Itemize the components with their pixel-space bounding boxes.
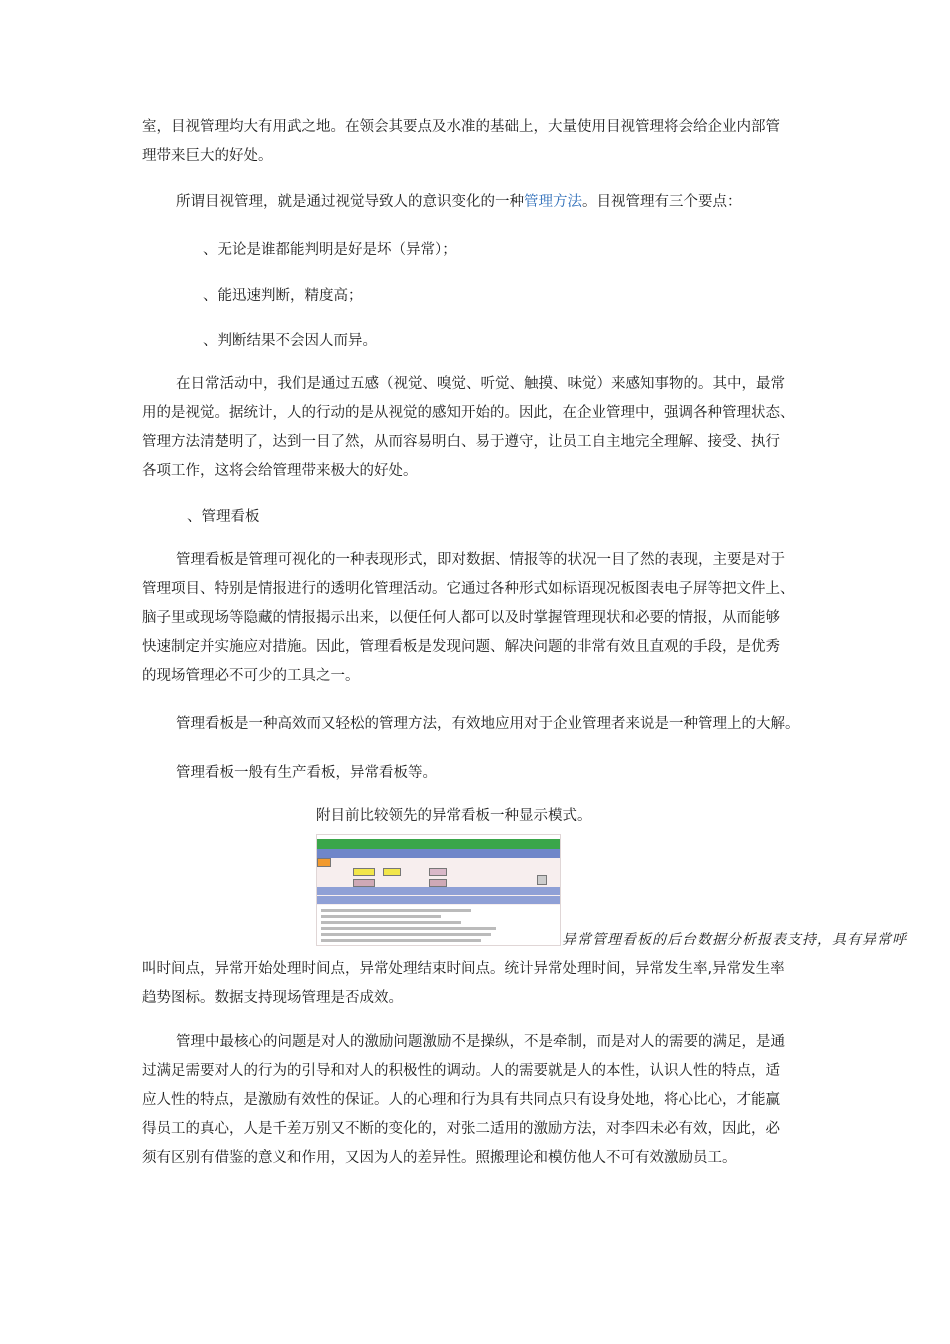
board-note-line-1: [321, 909, 471, 912]
kanban-line-4: 快速制定并实施应对措施。因此，管理看板是发现问题、解决问题的非常有效且直观的手段，是优秀: [142, 639, 780, 655]
motivation-line-1: 管理中最核心的问题是对人的激励问题激励不是操纵，不是牵制，而是对人的需要的满足，是通: [176, 1034, 785, 1050]
point-item-2: 、能迅速判断，精度高；: [203, 288, 363, 304]
board-cell-pink-1: [429, 868, 447, 876]
after-figure-line-2: 趋势图标。数据支持现场管理是否成效。: [142, 990, 403, 1006]
board-cell-yellow-2: [383, 868, 401, 876]
motivation-line-5: 须有区别有借鉴的意义和作用，又因为人的差异性。照搬理论和模仿他人不可有效激励员工。: [142, 1150, 737, 1166]
management-method-link[interactable]: 管理方法: [524, 194, 582, 210]
board-row-mid: [317, 887, 560, 895]
board-cell-pink-3: [429, 879, 447, 887]
board-cell-gray: [537, 875, 547, 885]
motivation-line-4: 得员工的真心，人是千差万别又不断的变化的，对张二适用的激励方法，对李四未必有效，因此，必: [142, 1121, 780, 1137]
senses-line-2: 用的是视觉。据统计，人的行动的是从视觉的感知开始的。因此，在企业管理中，强调各种管理状态、: [142, 405, 795, 421]
kanban-line-5: 的现场管理必不可少的工具之一。: [142, 668, 360, 684]
definition-text-pre: 所谓目视管理，就是通过视觉导致人的意识变化的一种: [176, 194, 524, 210]
kanban-line-2: 管理项目、特别是情报进行的透明化管理活动。它通过各种形式如标语现况板图表电子屏等把文件上、: [142, 581, 795, 597]
senses-line-4: 各项工作，这将会给管理带来极大的好处。: [142, 463, 418, 479]
intro-line-2: 理带来巨大的好处。: [142, 148, 273, 164]
board-cell-pink-2: [353, 879, 375, 887]
intro-paragraph: [142, 113, 812, 171]
board-note-line-5: [321, 933, 491, 936]
motivation-paragraph: [142, 1028, 812, 1173]
exception-kanban-board-image: [316, 834, 561, 946]
board-cell-yellow-1: [353, 868, 375, 876]
definition-text-post: 。目视管理有三个要点：: [582, 194, 742, 210]
board-note-line-4: [321, 927, 496, 930]
senses-line-1: 在日常活动中，我们是通过五感（视觉、嗅觉、听觉、触摸、味觉）来感知事物的。其中，最常: [176, 376, 785, 392]
after-figure-line-1: 叫时间点，异常开始处理时间点，异常处理结束时间点。统计异常处理时间，异常发生率,异常发生率: [142, 961, 785, 977]
intro-line-1: 室，目视管理均大有用武之地。在领会其要点及水准的基础上，大量使用目视管理将会给企业内部管: [142, 119, 780, 135]
board-note-line-3: [321, 921, 461, 924]
senses-paragraph: [142, 370, 812, 486]
kanban-paragraph: [142, 546, 812, 691]
after-figure-paragraph: [142, 955, 812, 1013]
section-heading-kanban: 、管理看板: [187, 509, 260, 525]
board-header-row: [317, 839, 560, 849]
types-paragraph: 管理看板一般有生产看板，异常看板等。: [176, 765, 437, 781]
board-row-bottom: [317, 896, 560, 904]
senses-line-3: 管理方法清楚明了，达到一目了然，从而容易明白、易于遵守，让员工自主地完全理解、接受、执行: [142, 434, 780, 450]
motivation-line-3: 应人性的特点，是激励有效性的保证。人的心理和行为具有共同点只有设身处地，将心比心，才能赢: [142, 1092, 780, 1108]
kanban-line-1: 管理看板是管理可视化的一种表现形式，即对数据、情报等的状况一目了然的表现，主要是对于: [176, 552, 785, 568]
board-note-line-2: [321, 915, 441, 918]
point-item-1: 、无论是谁都能判明是好是坏（异常）；: [203, 242, 457, 258]
kanban-line-3: 脑子里或现场等隐藏的情报揭示出来，以便任何人都可以及时掌握管理现状和必要的情报，从而能够: [142, 610, 780, 626]
board-note-line-6: [321, 939, 481, 942]
motivation-line-2: 过满足需要对人的行为的引导和对人的积极性的调动。人的需要就是人的本性，认识人性的特点，适: [142, 1063, 780, 1079]
figure-side-caption: 异常管理看板的后台数据分析报表支持，具有异常呼: [562, 932, 907, 948]
board-row-top: [317, 849, 560, 858]
figure-caption: 附目前比较领先的异常看板一种显示模式。: [316, 808, 592, 824]
point-item-3: 、判断结果不会因人而异。: [203, 333, 377, 349]
definition-paragraph: [142, 188, 812, 217]
efficient-paragraph: 管理看板是一种高效而又轻松的管理方法，有效地应用对于企业管理者来说是一种管理上的大解。: [176, 716, 800, 732]
board-cell-orange: [317, 858, 331, 867]
